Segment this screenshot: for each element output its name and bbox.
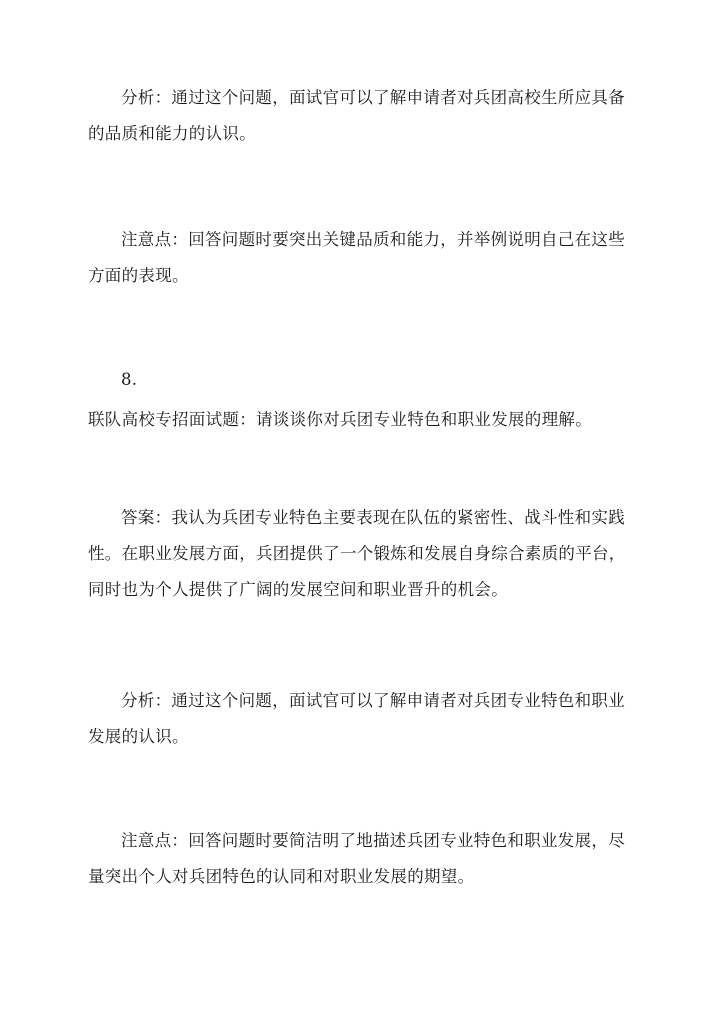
paragraph-line: 同时也为个人提供了广阔的发展空间和职业晋升的机会。 [88, 580, 508, 599]
question-title [88, 402, 648, 438]
paragraph-line: 发展的认识。 [88, 727, 189, 746]
paragraph-line: 的品质和能力的认识。 [88, 124, 256, 143]
paragraph-line: 分析：通过这个问题，面试官可以了解申请者对兵团高校生所应具备 [121, 88, 625, 107]
paragraph-line: 联队高校专招面试题：请谈谈你对兵团专业特色和职业发展的理解。 [88, 410, 592, 429]
paragraph-line: 答案：我认为兵团专业特色主要表现在队伍的紧密性、战斗性和实践 [121, 508, 625, 527]
paragraph-line: 性。在职业发展方面，兵团提供了一个锻炼和发展自身综合素质的平台， [88, 544, 626, 563]
paragraph-line: 注意点：回答问题时要简洁明了地描述兵团专业特色和职业发展，尽 [121, 831, 625, 850]
paragraph-note-1 [88, 222, 648, 294]
paragraph-line: 注意点：回答问题时要突出关键品质和能力，并举例说明自己在这些 [121, 230, 625, 249]
question-number [88, 362, 648, 398]
paragraph-line: 量突出个人对兵团特色的认同和对职业发展的期望。 [88, 867, 475, 886]
paragraph-line: 方面的表现。 [88, 266, 189, 285]
paragraph-answer [88, 500, 648, 608]
paragraph-note-2 [88, 823, 648, 895]
paragraph-analysis-2 [88, 683, 648, 755]
paragraph-line: 8. [121, 370, 138, 389]
paragraph-line: 分析：通过这个问题，面试官可以了解申请者对兵团专业特色和职业 [121, 691, 625, 710]
paragraph-analysis-1 [88, 80, 648, 152]
